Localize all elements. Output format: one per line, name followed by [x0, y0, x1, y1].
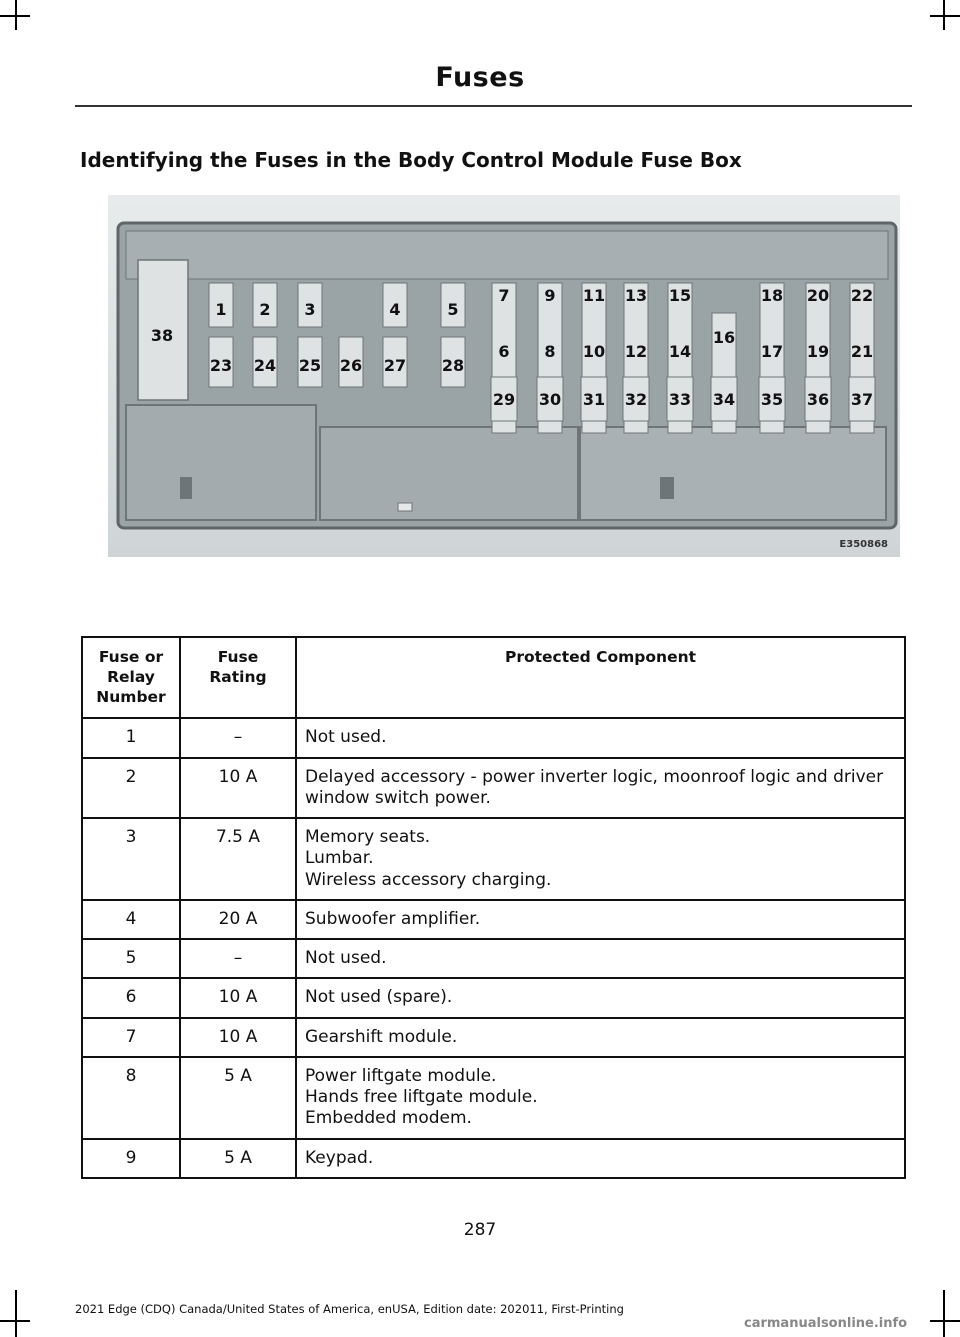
crop-mark — [943, 1290, 945, 1337]
fuse-label: 14 — [668, 342, 692, 361]
fuse-number-cell: 3 — [82, 818, 180, 900]
fuse-number-cell: 4 — [82, 900, 180, 939]
fuse-rating-cell: 20 A — [180, 900, 296, 939]
fuse-label: 21 — [850, 342, 874, 361]
crop-mark — [930, 1320, 960, 1322]
fuse-label: 4 — [389, 300, 401, 319]
fuse-label: 34 — [712, 390, 736, 409]
fuse-number-cell: 5 — [82, 939, 180, 978]
fuse-label: 23 — [209, 356, 233, 375]
table-row — [82, 1018, 905, 1057]
crop-mark — [0, 15, 30, 17]
component-line: Keypad. — [305, 1147, 374, 1168]
protected-component-cell — [296, 1018, 905, 1057]
protected-component-cell — [296, 939, 905, 978]
component-line: Not used. — [305, 727, 387, 748]
protected-component-cell — [296, 900, 905, 939]
fuse-rating-cell: 5 A — [180, 1139, 296, 1178]
protected-component-cell — [296, 718, 905, 757]
fuse-label: 30 — [538, 390, 562, 409]
table-row — [82, 939, 905, 978]
fuse-label: 27 — [383, 356, 407, 375]
section-title: Identifying the Fuses in the Body Control Module Fuse Box — [80, 148, 742, 172]
table-row — [82, 1057, 905, 1139]
fuse-label: 15 — [668, 286, 692, 305]
fuse-label: 29 — [492, 390, 516, 409]
fuse-label: 13 — [624, 286, 648, 305]
fuse-number-cell: 2 — [82, 758, 180, 819]
fuse-number-cell: 9 — [82, 1139, 180, 1178]
header-fuse-rating: Fuse Rating — [180, 637, 296, 718]
fuse-label: 22 — [850, 286, 874, 305]
table-row — [82, 718, 905, 757]
table-row — [82, 978, 905, 1017]
fuse-rating-cell: 10 A — [180, 758, 296, 819]
crop-mark — [930, 15, 960, 17]
crop-mark — [15, 1290, 17, 1337]
fuse-label: 38 — [150, 326, 174, 345]
table-body — [82, 718, 905, 1178]
fuse-label: 8 — [544, 342, 556, 361]
fuse-rating-cell: 5 A — [180, 1057, 296, 1139]
header-protected-component: Protected Component — [296, 637, 905, 718]
fuse-label: 32 — [624, 390, 648, 409]
fuse-label: 37 — [850, 390, 874, 409]
component-line: Embedded modem. — [305, 1108, 472, 1129]
fuse-label: 36 — [806, 390, 830, 409]
table-row — [82, 1139, 905, 1178]
fuse-label: 25 — [298, 356, 322, 375]
component-line: Delayed accessory - power inverter logic, moonroof logic and driver window switch power. — [305, 766, 884, 808]
figure-code: E350868 — [839, 539, 888, 550]
table-header-row — [82, 637, 905, 718]
fuse-number-cell: 8 — [82, 1057, 180, 1139]
page-number: 287 — [463, 1220, 497, 1240]
fuse-label: 7 — [498, 286, 510, 305]
fuse-label: 12 — [624, 342, 648, 361]
protected-component-cell — [296, 818, 905, 900]
component-line: Subwoofer amplifier. — [305, 908, 481, 929]
fuse-label: 24 — [253, 356, 277, 375]
fuse-label: 28 — [441, 356, 465, 375]
component-line: Hands free liftgate module. — [305, 1087, 538, 1108]
fuse-label: 6 — [498, 342, 510, 361]
header-divider — [75, 105, 912, 107]
fuse-number-cell: 6 — [82, 978, 180, 1017]
component-line: Lumbar. — [305, 848, 374, 869]
fuse-label: 31 — [582, 390, 606, 409]
fuse-number-cell: 1 — [82, 718, 180, 757]
component-line: Power liftgate module. — [305, 1065, 497, 1086]
fuse-number-cell: 7 — [82, 1018, 180, 1057]
fuse-rating-cell: 10 A — [180, 1018, 296, 1057]
table-row — [82, 900, 905, 939]
fuse-label: 11 — [582, 286, 606, 305]
protected-component-cell — [296, 1057, 905, 1139]
fuse-label: 5 — [447, 300, 459, 319]
fuse-box-diagram — [108, 195, 900, 557]
table-row — [82, 818, 905, 900]
protected-component-cell — [296, 758, 905, 819]
fuse-label: 1 — [215, 300, 227, 319]
header-fuse-number: Fuse or Relay Number — [82, 637, 180, 718]
fuse-rating-cell: 10 A — [180, 978, 296, 1017]
page-header-title: Fuses — [435, 62, 525, 93]
fuse-label: 19 — [806, 342, 830, 361]
component-line: Wireless accessory charging. — [305, 869, 552, 890]
table-row — [82, 758, 905, 819]
protected-component-cell — [296, 1139, 905, 1178]
fuse-label: 17 — [760, 342, 784, 361]
protected-component-cell — [296, 978, 905, 1017]
footer-edition: 2021 Edge (CDQ) Canada/United States of America, enUSA, Edition date: 202011, First-Printing — [75, 1302, 624, 1316]
fuse-label: 9 — [544, 286, 556, 305]
component-line: Not used. — [305, 948, 387, 969]
fuse-table — [81, 636, 906, 1179]
fuse-rating-cell: – — [180, 939, 296, 978]
component-line: Memory seats. — [305, 827, 431, 848]
component-line: Not used (spare). — [305, 987, 453, 1008]
fuse-label: 26 — [339, 356, 363, 375]
fuse-label: 2 — [259, 300, 271, 319]
watermark: carmanualsonline.info — [744, 1316, 908, 1331]
fuse-label: 10 — [582, 342, 606, 361]
component-line: Gearshift module. — [305, 1026, 458, 1047]
fuse-label: 16 — [712, 328, 736, 347]
fuse-rating-cell: – — [180, 718, 296, 757]
crop-mark — [0, 1320, 30, 1322]
fuse-label: 20 — [806, 286, 830, 305]
fuse-rating-cell: 7.5 A — [180, 818, 296, 900]
fuse-label: 3 — [304, 300, 316, 319]
fuse-label: 33 — [668, 390, 692, 409]
fuse-label: 35 — [760, 390, 784, 409]
fuse-label: 18 — [760, 286, 784, 305]
